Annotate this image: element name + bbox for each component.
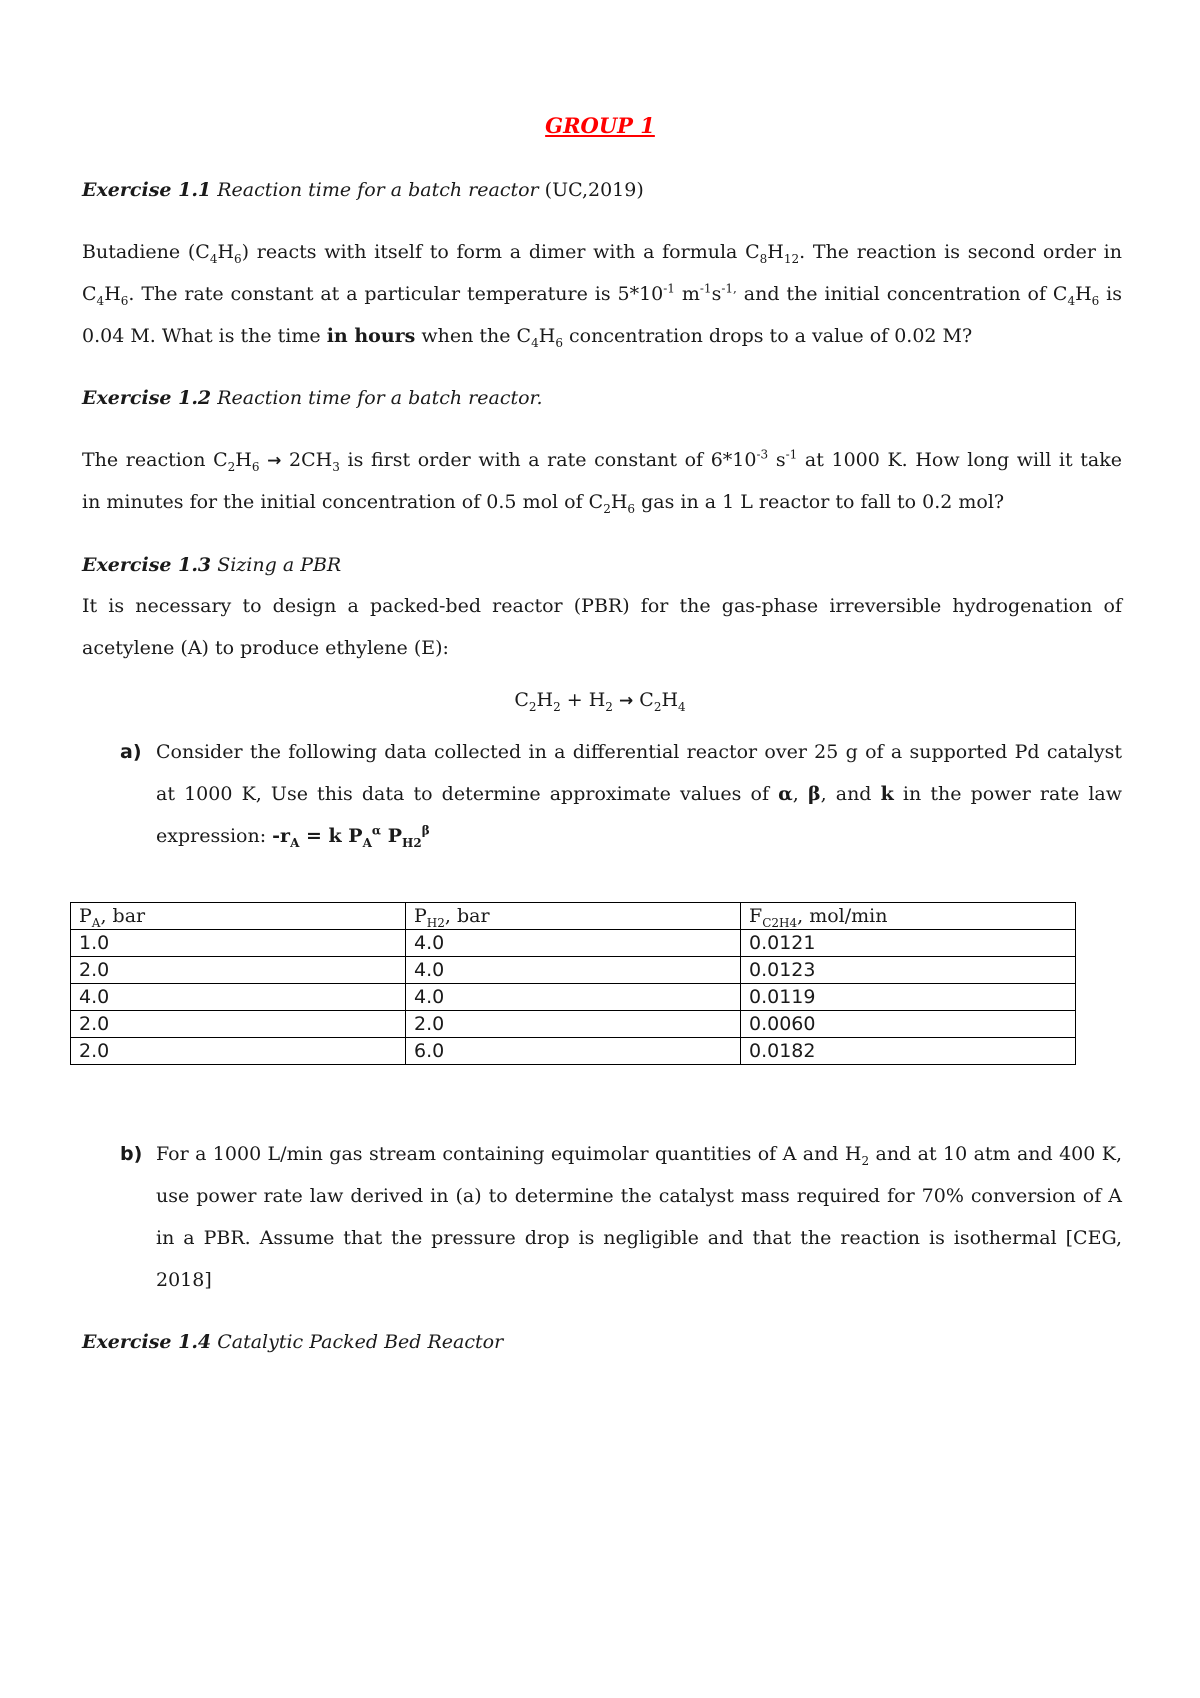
item-b-line-2: use power rate law derived in (a) to determine the catalyst mass required for 70% conversion of A <box>156 1185 1122 1207</box>
exercise-1-3-heading <box>82 553 341 577</box>
table-row <box>71 1038 1076 1065</box>
item-b-line-1: For a 1000 L/min gas stream containing equimolar quantities of A and $H_2$ and at 10 atm and 400 K, <box>156 1143 1122 1168</box>
exercise-1-1-line-2: $C_4H_6$. The rate constant at a particular temperature is $5*10^{-1}$ $m^{-1}s^{-1,}$ and the initial concentration of $C_4H_6$ is <box>82 281 1123 308</box>
exercise-1-3-line-1: It is necessary to design a packed-bed reactor (PBR) for the gas-phase irreversible hydrogenation of <box>82 595 1122 617</box>
table-row <box>71 930 1076 957</box>
exercise-1-2-heading <box>82 386 543 410</box>
exercise-1-2-line-1: The reaction $C_2H_6 \to 2CH_3$ is first order with a rate constant of $6*10^{-3}$ $s^{-1}$ at 1000 K. How long will it take <box>82 447 1122 474</box>
exercise-1-2-line-2: in minutes for the initial concentration of 0.5 mol of $C_2H_6$ gas in a 1 L reactor to fall to 0.2 mol? <box>82 491 1005 516</box>
table-cell: 2.0 <box>71 1011 406 1038</box>
table-header-row <box>71 903 1076 930</box>
exercise-title: Catalytic Packed Bed Reactor <box>217 1331 504 1353</box>
exercise-1-4-heading <box>82 1330 503 1354</box>
exercise-number: Exercise 1.1 <box>82 179 212 201</box>
item-b-line-4: 2018] <box>156 1269 212 1291</box>
exercise-source: (UC,2019) <box>544 179 644 201</box>
rate-law-expression: expression: $-r_A = k$ $P_A^\alpha$ $P_{H2}^\beta$ <box>156 823 430 850</box>
item-a-line-1: Consider the following data collected in a differential reactor over 25 g of a supported Pd catalyst <box>156 741 1122 763</box>
item-b-line-3: in a PBR. Assume that the pressure drop is negligible and that the reaction is isothermal [CEG, <box>156 1227 1122 1249</box>
table-cell: 4.0 <box>406 957 741 984</box>
table-cell: 6.0 <box>406 1038 741 1065</box>
table-cell: 2.0 <box>71 1038 406 1065</box>
item-a-line-2: at 1000 K, Use this data to determine approximate values of α, β, and k in the power rate law <box>156 783 1122 805</box>
exercise-title: Sizing a PBR <box>217 554 342 576</box>
item-label-b: b) <box>120 1143 143 1165</box>
table-cell: 0.0060 <box>741 1011 1076 1038</box>
rate-data-table <box>70 902 1076 1065</box>
column-header-pa: $P_A$, bar <box>71 903 406 930</box>
exercise-1-3-line-2: acetylene (A) to produce ethylene (E): <box>82 637 449 659</box>
table-cell: 1.0 <box>71 930 406 957</box>
table-cell: 0.0121 <box>741 930 1076 957</box>
right-arrow-icon: → <box>618 691 634 711</box>
exercise-number: Exercise 1.4 <box>82 1331 212 1353</box>
exercise-number: Exercise 1.3 <box>82 554 212 576</box>
table-row <box>71 957 1076 984</box>
column-header-fc2h4: $F_{C2H4}$, mol/min <box>741 903 1076 930</box>
table-cell: 4.0 <box>71 984 406 1011</box>
right-arrow-icon: → <box>267 451 282 471</box>
reaction-equation: $C_2H_2 + H_2 \to C_2H_4$ <box>514 689 686 714</box>
item-label-a: a) <box>120 741 142 763</box>
table-row <box>71 1011 1076 1038</box>
column-header-ph2: $P_{H2}$, bar <box>406 903 741 930</box>
table-cell: 2.0 <box>406 1011 741 1038</box>
table-row <box>71 984 1076 1011</box>
table-cell: 2.0 <box>71 957 406 984</box>
exercise-1-1-line-1: Butadiene $(C_4H_6)$ reacts with itself to form a dimer with a formula $C_8H_{12}$. The reaction is second order in <box>82 241 1122 266</box>
table-cell: 4.0 <box>406 984 741 1011</box>
exercise-title: Reaction time for a batch reactor <box>217 179 539 201</box>
exercise-title: Reaction time for a batch reactor. <box>217 387 543 409</box>
exercise-1-1-line-3: 0.04 M. What is the time in hours when the $C_4H_6$ concentration drops to a value of 0.02 M? <box>82 325 973 350</box>
table-cell: 0.0119 <box>741 984 1076 1011</box>
table-cell: 4.0 <box>406 930 741 957</box>
table-cell: 0.0182 <box>741 1038 1076 1065</box>
page-title: GROUP 1 <box>545 113 655 138</box>
exercise-number: Exercise 1.2 <box>82 387 212 409</box>
table-cell: 0.0123 <box>741 957 1076 984</box>
exercise-1-1-heading <box>82 178 644 202</box>
